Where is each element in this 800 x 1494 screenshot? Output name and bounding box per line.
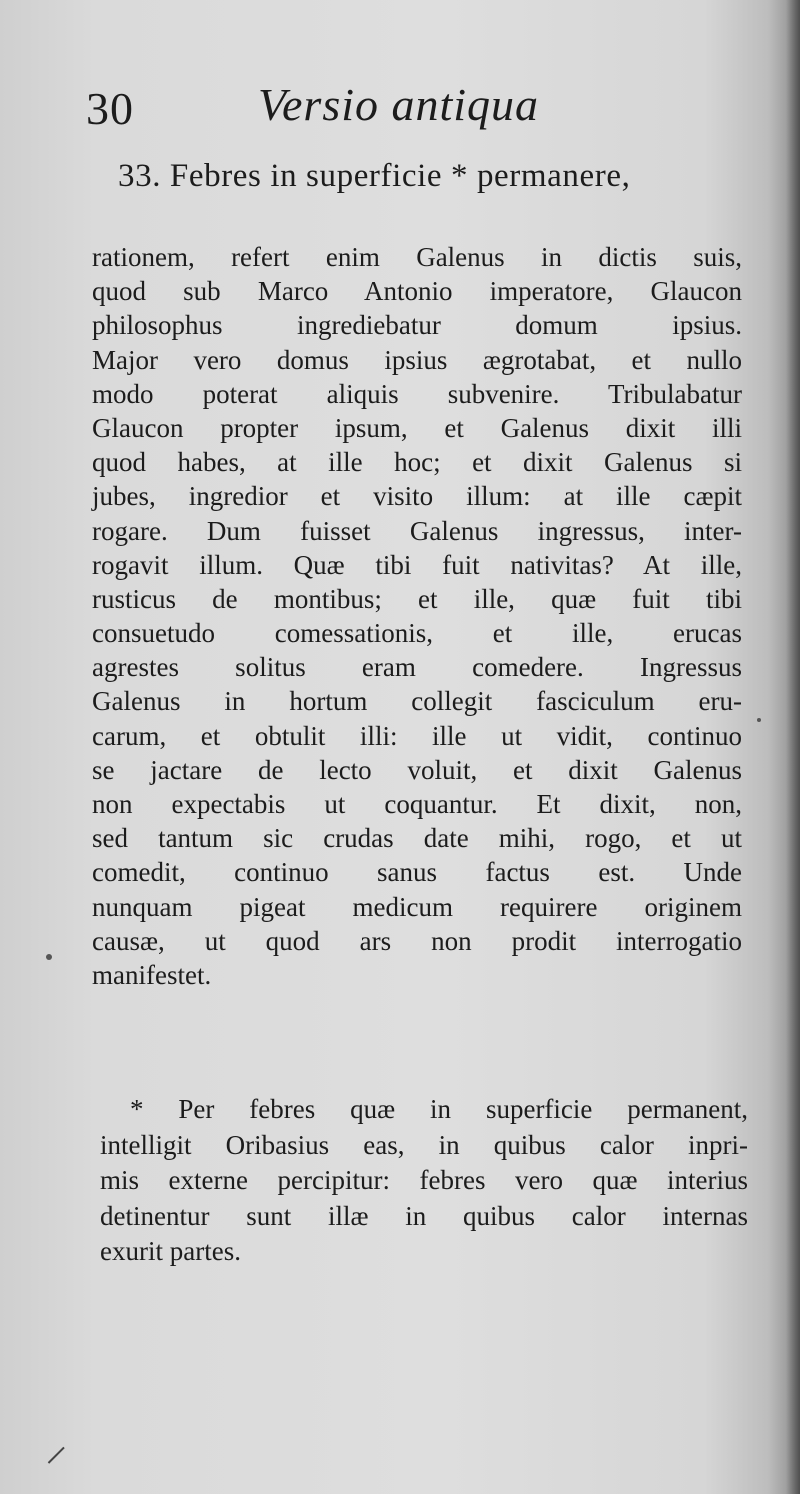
- running-title: Versio antiqua: [258, 79, 540, 130]
- corner-mark: [48, 1447, 81, 1480]
- body-line: Major vero domus ipsius ægrotabat, et nullo: [92, 344, 742, 375]
- footnote: [100, 1092, 748, 1270]
- body-line: jubes, ingredior et visito illum: at ille cæpit: [92, 481, 742, 512]
- footnote-line: intelligit Oribasius eas, in quibus calor inpri-: [100, 1129, 748, 1160]
- ink-speck: [46, 954, 52, 960]
- body-line: quod habes, at ille hoc; et dixit Galenus si: [92, 447, 742, 478]
- body-line: philosophus ingrediebatur domum ipsius.: [92, 310, 742, 341]
- body-line: causæ, ut quod ars non prodit interrogatio: [92, 925, 742, 956]
- body-line: modo poterat aliquis subvenire. Tribulabatur: [92, 378, 742, 409]
- body-line: non expectabis ut coquantur. Et dixit, non,: [92, 789, 742, 819]
- body-line: consuetudo comessationis, et ille, erucas: [92, 618, 742, 649]
- ink-speck: [757, 718, 761, 722]
- footnote-line: * Per febres quæ in superficie permanent,: [130, 1094, 748, 1124]
- body-line: sed tantum sic crudas date mihi, rogo, et ut: [92, 823, 742, 854]
- body-line: comedit, continuo sanus factus est. Unde: [92, 857, 742, 888]
- page-number: 30: [86, 83, 134, 134]
- body-line: se jactare de lecto voluit, et dixit Galenus: [92, 754, 742, 785]
- body-line: Galenus in hortum collegit fasciculum eru-: [92, 686, 742, 717]
- body-line: nunquam pigeat medicum requirere originem: [92, 891, 742, 922]
- body-line: manifestet.: [92, 959, 212, 990]
- body-line: Glaucon propter ipsum, et Galenus dixit illi: [92, 412, 742, 443]
- body-line: agrestes solitus eram comedere. Ingressus: [92, 652, 742, 683]
- body-text: [92, 240, 742, 992]
- body-line: rusticus de montibus; et ille, quæ fuit tibi: [92, 583, 742, 614]
- body-line: carum, et obtulit illi: ille ut vidit, continuo: [92, 720, 742, 751]
- footnote-line: detinentur sunt illæ in quibus calor internas: [100, 1200, 748, 1231]
- body-line: rogare. Dum fuisset Galenus ingressus, inter-: [92, 515, 742, 546]
- footnote-line: mis externe percipitur: febres vero quæ interius: [100, 1165, 748, 1195]
- body-line: rogavit illum. Quæ tibi fuit nativitas? At ille,: [92, 549, 742, 580]
- body-line: rationem, refert enim Galenus in dictis suis,: [92, 242, 742, 272]
- body-line: quod sub Marco Antonio imperatore, Glaucon: [92, 276, 742, 307]
- section-heading: 33. Febres in superficie * permanere,: [118, 158, 631, 194]
- footnote-line: exurit partes.: [100, 1236, 241, 1266]
